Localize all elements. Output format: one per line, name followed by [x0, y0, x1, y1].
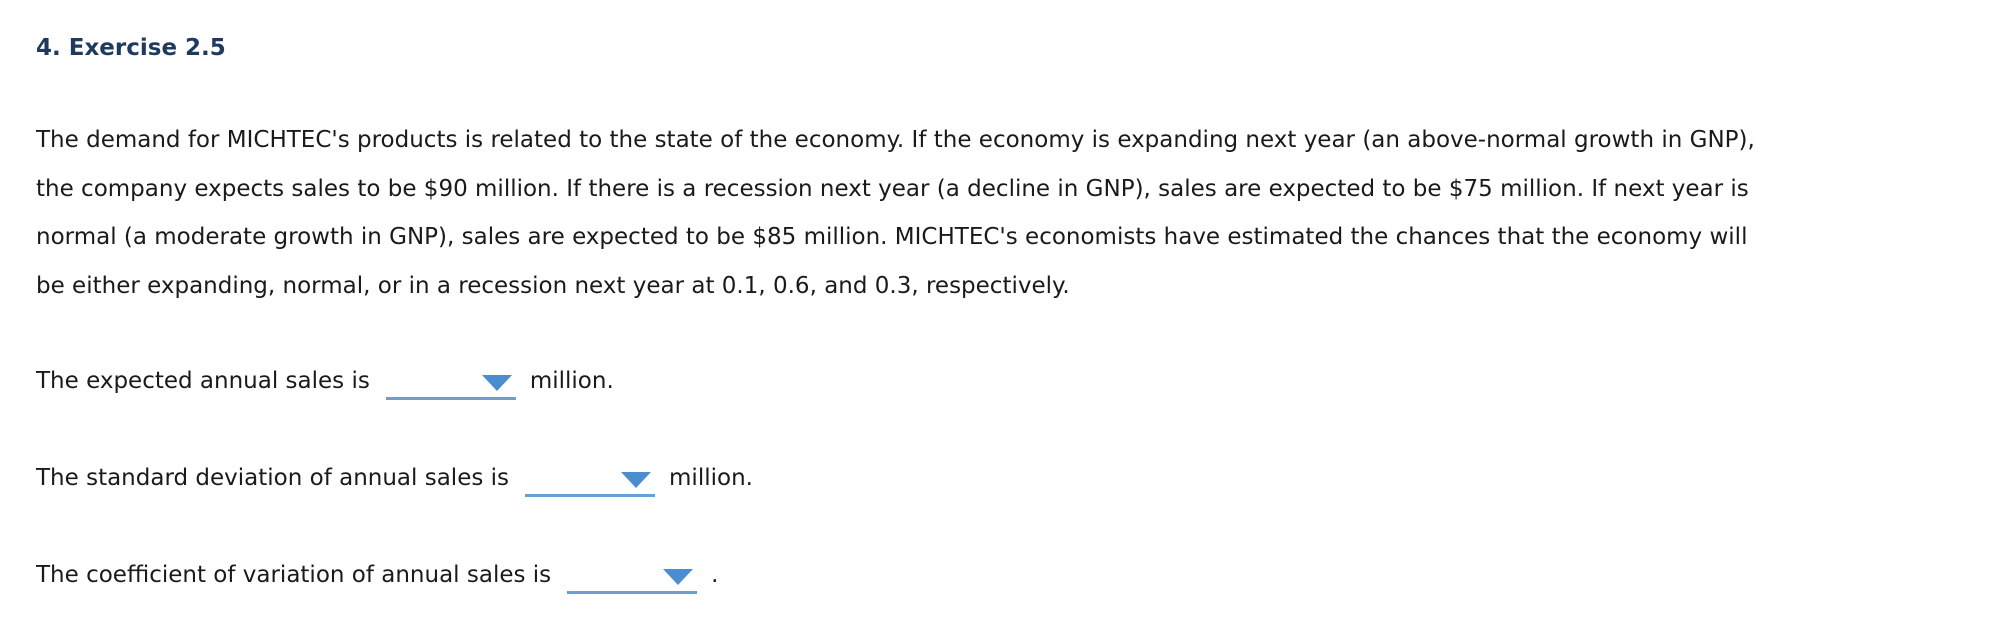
question-expected-sales: [36, 358, 614, 394]
chevron-down-icon: [621, 472, 651, 488]
exercise-title: 4. Exercise 2.5: [36, 35, 226, 61]
problem-line: be either expanding, normal, or in a recession next year at 0.1, 0.6, and 0.3, respectively.: [36, 272, 1070, 299]
question-prompt: The standard deviation of annual sales is: [36, 465, 510, 491]
problem-line: the company expects sales to be $90 million. If there is a recession next year (a decline in GNP), sales are expected to be $75 million. If next year is: [36, 175, 1749, 202]
standard-deviation-dropdown[interactable]: [525, 464, 655, 497]
problem-line: The demand for MICHTEC's products is related to the state of the economy. If the economy is expanding next year (an above-normal growth in GNP),: [36, 127, 1755, 153]
expected-sales-dropdown[interactable]: [386, 367, 516, 400]
chevron-down-icon: [482, 375, 512, 391]
question-suffix: million.: [669, 465, 753, 491]
coefficient-of-variation-dropdown[interactable]: [567, 561, 697, 594]
problem-line: normal (a moderate growth in GNP), sales are expected to be $85 million. MICHTEC's economists have estimated the chances that the economy will: [36, 224, 1748, 250]
question-coefficient-of-variation: [36, 552, 718, 588]
question-prompt: The coefficient of variation of annual sales is: [36, 562, 552, 588]
problem-statement: [36, 116, 1755, 310]
question-suffix: million.: [529, 368, 614, 394]
chevron-down-icon: [663, 569, 693, 585]
question-suffix: .: [711, 562, 719, 588]
question-standard-deviation: [36, 455, 753, 491]
question-prompt: The expected annual sales is: [36, 368, 370, 394]
